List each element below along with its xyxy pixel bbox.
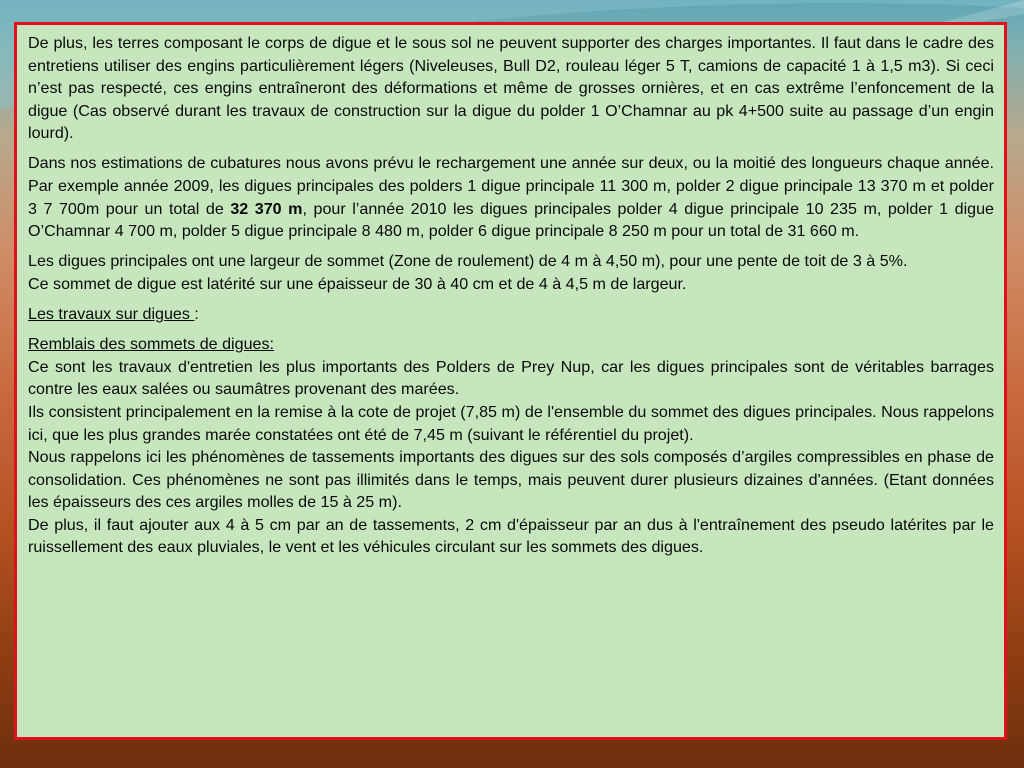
paragraph-engins: De plus, les terres composant le corps de digue et le sous sol ne peuvent supporter des charges importantes. Il faut dans le cadre des entretiens utiliser des engins particulièrement légers (Niveleuses, Bull D2, rouleau léger 5 T, camions de capacité 1 à 1,5 m3). Si ceci n’est pas respecté, ces engins entraîneront des déformations et même de grosses ornières, et en cas extrême l’enfoncement de la digue (Cas observé durant les travaux de construction sur la digue du polder 1 O’Chamnar au pk 4+500 suite au passage d’un engin lourd).: [28, 34, 994, 143]
section-heading-travaux-label: Les travaux sur digues: [28, 305, 195, 324]
subsection-heading-remblais: Remblais des sommets de digues:: [28, 335, 274, 354]
paragraph-tassements: Nous rappelons ici les phénomènes de tassements importants des digues sur des sols composés d’argiles compressibles en phase de consolidation. Ces phénomènes ne sont pas illimités dans le temps, mais peuvent durer plusieurs dizaines d'années. (Etant données les épaisseurs des ces argiles molles de 15 à 25 m).: [28, 448, 994, 512]
text-panel: [14, 22, 1007, 740]
paragraph-laterites: De plus, il faut ajouter aux 4 à 5 cm par an de tassements, 2 cm d'épaisseur par an dus à l'entraînement des pseudo latérites par le ruissellement des eaux pluviales, le vent et les véhicules circulant sur les sommets des digues.: [28, 515, 994, 557]
section-heading-travaux: [28, 303, 994, 326]
paragraph-entretien: Ce sont les travaux d'entretien les plus importants des Polders de Prey Nup, car les digues principales sont de véritables barrages contre les eaux salées ou saumâtres provenant des marées.: [28, 357, 994, 399]
paragraph-laterite: Ce sommet de digue est latérité sur une épaisseur de 30 à 40 cm et de 4 à 4,5 m de largeur.: [28, 274, 687, 293]
total-2009: 32 370 m: [230, 199, 303, 218]
paragraph-cubatures-text: Dans nos estimations de cubatures nous avons prévu le rechargement une année sur deux, ou la moitié des longueurs chaque année. Par exemple année 2009, les digues principales des polders 1 digue principale 11 300 m, polder 2 digue principale 13 370 m et polder 3 7 700m pour un total de: [28, 154, 994, 218]
section-heading-travaux-colon: :: [194, 305, 199, 324]
paragraph-largeur: Les digues principales ont une largeur de sommet (Zone de roulement) de 4 m à 4,50 m), pour une pente de toit de 3 à 5%.: [28, 252, 908, 271]
paragraph-cubatures: [28, 152, 994, 242]
paragraph-cubatures-text-end: , pour l’année 2010 les digues principales polder 4 digue principale 10 235 m, polder 1 digue O’Chamnar 4 700 m, polder 5 digue principale 8 480 m, polder 6 digue principale 8 250 m pour un total de 31 660 m.: [28, 199, 994, 241]
paragraph-cote-projet: Ils consistent principalement en la remise à la cote de projet (7,85 m) de l'ensemble du sommet des digues principales. Nous rappelons ici, que les plus grandes marée constatées ont été de 7,45 m (suivant le référentiel du projet).: [28, 402, 994, 444]
